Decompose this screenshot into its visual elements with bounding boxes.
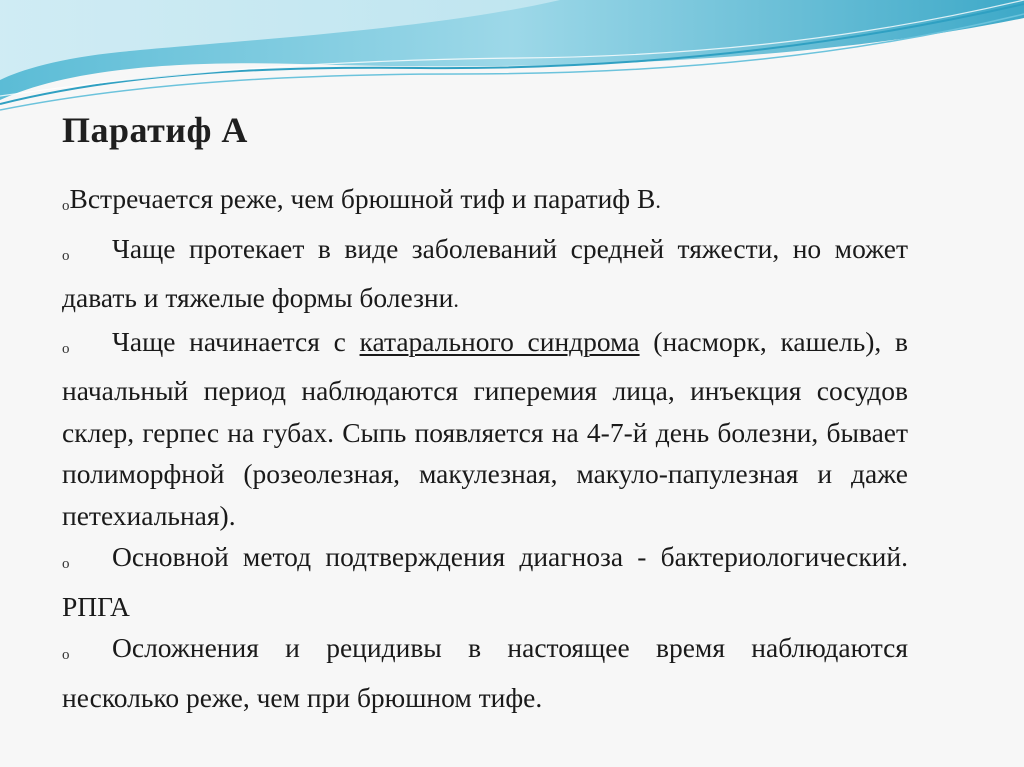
- bullet-item-3: [62, 321, 908, 537]
- bullet-item-4: [62, 536, 908, 627]
- bullet-end: .: [453, 287, 459, 312]
- bullet-marker-icon: o: [62, 247, 70, 264]
- bullet-marker-icon: o: [62, 340, 70, 357]
- bullet-text-pre: Чаще начинается с: [112, 325, 360, 357]
- underlined-term: катарального синдрома: [359, 325, 640, 357]
- bullet-text: Основной метод подтверждения диагноза - бактериологический. РПГА: [62, 541, 908, 622]
- slide-title: Паратиф А: [62, 110, 248, 150]
- bullet-list: [62, 178, 908, 718]
- slide-content: [62, 108, 908, 718]
- bullet-text-post: (насморк, кашель), в начальный период наблюдаются гиперемия лица, инъекция сосудов склер, герпес на губах. Сыпь появляется на 4-7-й день болезни, бывает полиморфной (розеолезная, макулезная, макуло-папулезная и даже петехиальная).: [62, 325, 908, 531]
- bullet-text: Осложнения и рецидивы в настоящее время наблюдаются несколько реже, чем при брюшном тифе.: [62, 632, 908, 713]
- bullet-item-1: [62, 178, 908, 228]
- bullet-marker-icon: o: [62, 556, 70, 572]
- bullet-item-5: [62, 627, 908, 718]
- bullet-marker-icon: o: [62, 198, 70, 214]
- bullet-item-2: [62, 228, 908, 321]
- bullet-end: .: [655, 188, 661, 213]
- wave-decoration: [0, 0, 1024, 120]
- bullet-marker-icon: o: [62, 647, 70, 663]
- bullet-text: Чаще протекает в виде заболеваний средней тяжести, но может давать и тяжелые формы болезни: [62, 232, 908, 313]
- bullet-text: Встречается реже, чем брюшной тиф и паратиф В: [69, 183, 656, 214]
